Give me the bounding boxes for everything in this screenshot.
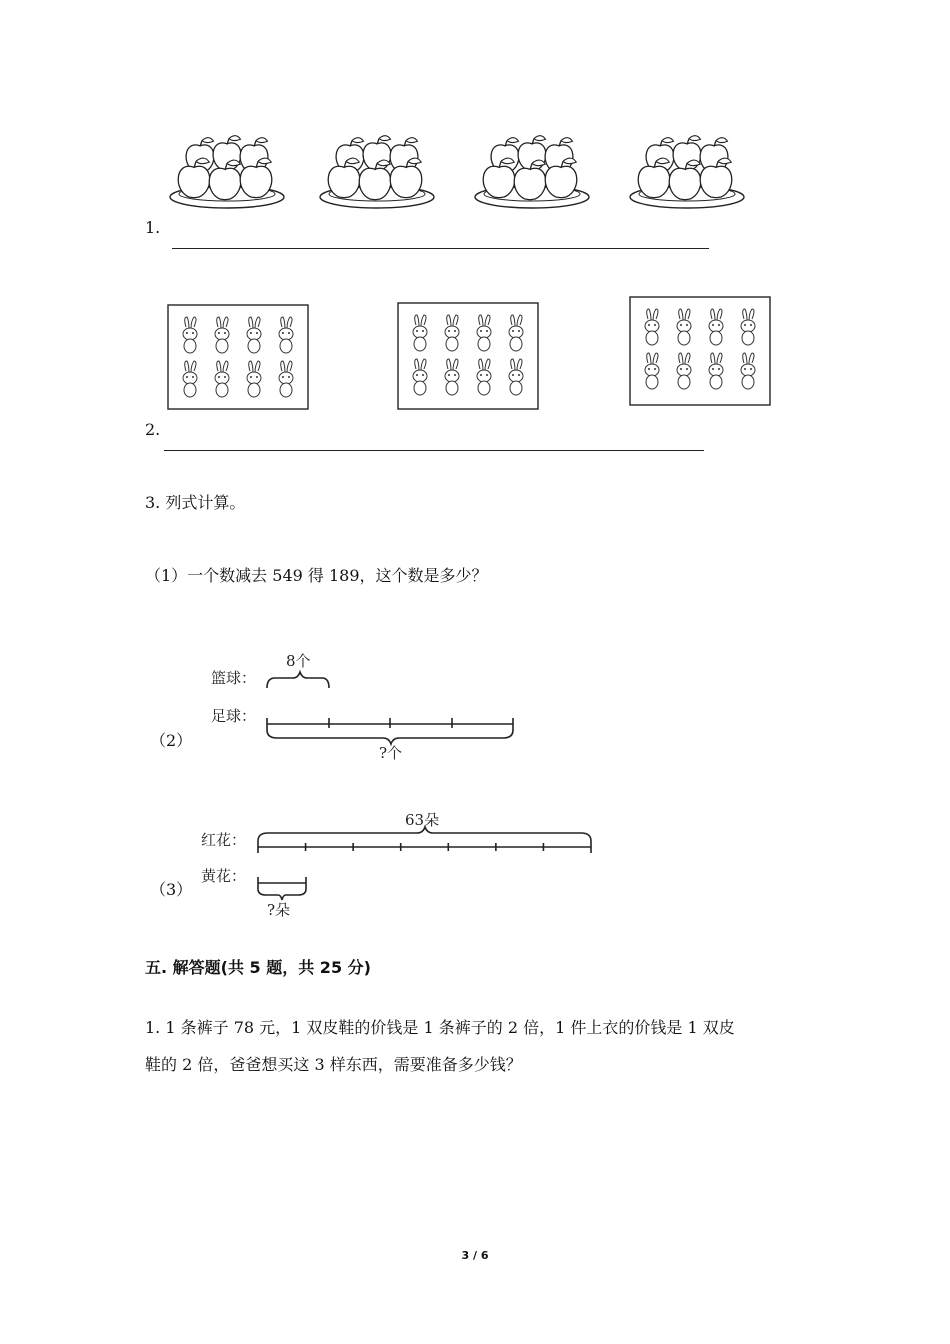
- football-label: 足球：: [211, 707, 257, 725]
- question-1-label: 1.: [145, 218, 161, 237]
- yellow-flower-label: 黄花：: [201, 867, 247, 885]
- red-flower-value: 63朵: [405, 811, 440, 829]
- question-3-1: （1）一个数减去 549 得 189，这个数是多少？: [145, 566, 488, 585]
- apple-plates-figure: [160, 125, 760, 215]
- apple-plate: [170, 136, 284, 208]
- question-3-2-label: （2）: [150, 731, 193, 750]
- basketball-label: 篮球：: [211, 669, 257, 687]
- answer-line-2: [164, 450, 704, 451]
- page-number: 3 / 6: [461, 1249, 489, 1262]
- yellow-flower-value: ?朵: [267, 901, 291, 919]
- red-flower-label: 红花：: [201, 831, 247, 849]
- section-5-question-1-line-2: 鞋的 2 倍，爸爸想买这 3 样东西，需要准备多少钱？: [145, 1055, 522, 1074]
- question-2-label: 2.: [145, 420, 161, 439]
- rabbit-boxes-figure: [160, 295, 780, 415]
- apple-plate: [475, 136, 589, 208]
- red-yellow-flower-diagram: [195, 805, 605, 920]
- question-3-title: 3. 列式计算。: [145, 493, 246, 512]
- yellow-flower-brace: [258, 889, 306, 900]
- basketball-value: 8个: [286, 652, 311, 670]
- basketball-football-diagram: [205, 648, 525, 763]
- red-flower-brace: [258, 827, 591, 841]
- section-5-title: 五. 解答题(共 5 题，共 25 分): [145, 958, 371, 977]
- basketball-brace: [267, 672, 329, 688]
- apple-plate: [630, 136, 744, 208]
- apple-plate: [320, 136, 434, 208]
- answer-line-1: [172, 248, 709, 249]
- football-value: ?个: [379, 744, 403, 762]
- question-3-3-label: （3）: [150, 880, 193, 899]
- football-brace: [267, 730, 513, 744]
- section-5-question-1-line-1: 1. 1 条裤子 78 元，1 双皮鞋的价钱是 1 条裤子的 2 倍，1 件上衣的价钱是 1 双皮: [145, 1018, 735, 1037]
